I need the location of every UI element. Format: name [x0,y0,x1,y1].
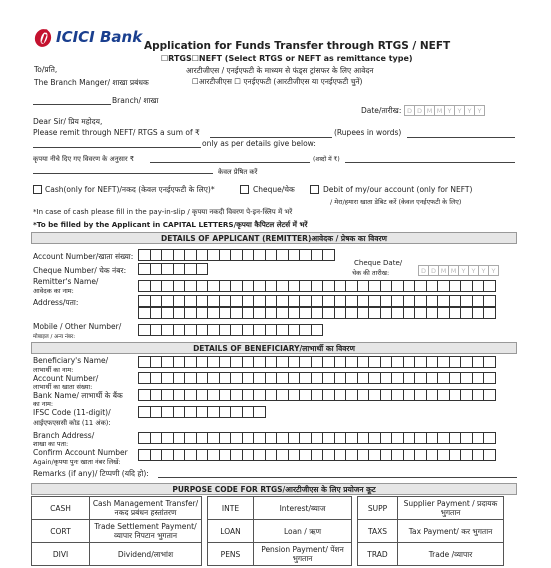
hindi-words-field[interactable] [345,162,515,163]
date-field[interactable]: D D M M Y Y Y Y [404,105,485,116]
cash-label: Cash(only for NEFT)/नकद (केवल एनईएफटी के लिए)* [45,185,215,194]
ifsc-label-hindi: आईएफएससी कोड (11 अंक): [33,419,111,427]
purpose-code[interactable]: INTE [208,497,254,520]
ifsc-cells[interactable] [138,406,266,418]
branch-address-cells[interactable] [138,432,496,444]
amount-words-field[interactable] [407,137,515,138]
cheque-date-label: Cheque Date/ [354,259,403,267]
purpose-code[interactable]: SUPP [358,497,398,520]
form-title-hindi: आरटीजीएस / एनईएफटी के माध्यम से फंड्स ट्रांसफर के लिए आवेदन [186,66,374,75]
cheque-date-field[interactable]: D D M M Y Y Y Y [418,265,499,276]
branch-address-hindi: शाखा का पता: [33,440,69,448]
purpose-code[interactable]: TRAD [358,543,398,566]
remit-amount-label: Please remit through NEFT/ RTGS a sum of ₹ [33,128,200,137]
remarks-field[interactable] [158,477,517,478]
beneficiary-account-cells[interactable] [138,372,496,384]
remitter-name-hindi: आवेदक का नाम: [33,287,74,295]
confirm-account-cells[interactable] [138,449,496,461]
remittance-type-hindi: ☐आरटीजीएस ☐ एनईएफटी (आरटीजीएस या एनईएफटी चुनें) [192,77,363,86]
purpose-code[interactable]: CASH [32,497,90,520]
bank-name-label: Bank Name/ लाभार्थी के बैंक [33,391,123,400]
purpose-desc: Supplier Payment / प्रदायक भुगतान [398,497,504,520]
purpose-desc: Trade /व्यापार [398,543,504,566]
cheque-number-label: Cheque Number/ चेक नंबर: [33,266,127,275]
mobile-cells[interactable] [138,324,323,336]
remitter-section-heading: DETAILS OF APPLICANT (REMITTER)आवेदक / प्रेषक का विवरण [31,232,517,244]
hindi-words-field-2[interactable] [33,173,213,174]
salutation: Dear Sir/ प्रिय महोदय, [33,117,103,126]
purpose-code-heading: PURPOSE CODE FOR RTGS/आरटीजीएस के लिए प्रयोजन कूट [31,483,517,495]
beneficiary-name-hindi: लाभार्थी का नाम: [33,366,74,374]
purpose-desc: Trade Settlement Payment/ व्यापार निपटान भुगतान [90,520,202,543]
remitter-address-label: Address/पता: [33,298,79,307]
beneficiary-name-label: Beneficiary's Name/ [33,356,109,365]
remitter-account-label: Account Number/खाता संख्या: [33,252,134,261]
table-row [32,543,504,566]
beneficiary-section-heading: DETAILS OF BENEFICIARY/लाभार्थी का विवरण [31,342,517,354]
confirm-account-label: Confirm Account Number [33,448,128,457]
bank-name-cells[interactable] [138,389,496,401]
mobile-label: Mobile / Other Number/ [33,322,122,331]
ifsc-label: IFSC Code (11-digit)/ [33,408,111,417]
beneficiary-name-cells[interactable] [138,356,496,368]
remitter-address-cells-row-1[interactable] [138,295,496,307]
bank-logo [33,26,143,48]
rupees-words-label: (Rupees in words) [334,128,402,137]
purpose-desc: Pension Payment/ पेंशन भुगतान [254,543,352,566]
remitter-name-cells-row[interactable] [138,280,496,292]
hindi-words-label: (शब्दों में ₹) [313,156,340,163]
debit-label: Debit of my/our account (only for NEFT) [323,185,473,194]
cheque-checkbox[interactable] [240,185,249,194]
amount-field[interactable] [210,137,332,138]
purpose-desc: Cash Management Transfer/ नकद प्रबंधन हस्तांतरण [90,497,202,520]
form-title: Application for Funds Transfer through RTGS / NEFT [144,40,451,52]
branch-label: Branch/ शाखा [112,96,159,105]
purpose-code[interactable]: LOAN [208,520,254,543]
cheque-date-hindi: चेक की तारीख: [352,269,390,277]
confirm-account-hindi: Again/कृपया पुनः खाता नंबर लिखें: [33,458,121,466]
purpose-code-table [31,496,504,566]
purpose-code[interactable]: CORT [32,520,90,543]
capital-letters-note: *To be filled by the Applicant in CAPITAL LETTERS/कृपया कैपिटल लेटर्स में भरें [33,220,308,229]
cash-note: *In case of cash please fill in the pay-in-slip / कृपया नकदी विवरण पे-इन-स्लिप में भरें [33,208,293,216]
only-hindi-label: केवल प्रेषित करें [218,168,258,176]
cheque-label: Cheque/चेक [253,185,295,194]
beneficiary-account-label: Account Number/ [33,374,99,383]
beneficiary-account-hindi: लाभार्थी का खाता संख्या: [33,383,93,391]
branch-name-line[interactable] [33,104,111,105]
debit-checkbox[interactable] [310,185,319,194]
details-below-label: only as per details give below: [202,139,316,148]
cheque-number-cells[interactable] [138,263,208,275]
purpose-desc: Loan / ऋण [254,520,352,543]
date-label: Date/तारीख: [361,106,402,115]
bank-name-hindi: का नाम: [33,400,54,408]
purpose-desc: Dividend/लाभांश [90,543,202,566]
branch-manager-label: The Branch Manger/ शाखा प्रबंधक [34,78,149,87]
remitter-address-cells-row-2[interactable] [138,307,496,319]
purpose-code[interactable]: TAXS [358,520,398,543]
logo-text: ICICI Bank [56,28,143,46]
purpose-code[interactable]: PENS [208,543,254,566]
mobile-label-hindi: मोबाइल / अन्य नंबर: [33,334,76,340]
branch-address-label: Branch Address/ [33,431,95,440]
hindi-amount-field[interactable] [150,162,310,163]
icici-logo-icon [33,26,55,48]
remarks-label: Remarks (if any)/ टिप्पणी (यदि हो): [33,469,149,478]
table-row [32,520,504,543]
hindi-amount-label: कृपया नीचे दिए गए विवरण के अनुसार ₹ [33,155,135,163]
table-row [32,497,504,520]
purpose-desc: Tax Payment/ कर भुगतान [398,520,504,543]
debit-label-hindi: / मेरा/हमारा खाता डेबिट करें (केवल एनईएफटी के लिए) [330,198,462,206]
remitter-account-cells[interactable] [138,249,335,261]
cash-checkbox[interactable] [33,185,42,194]
purpose-desc: Interest/ब्याज [254,497,352,520]
to-label: To/प्रति, [34,65,58,74]
purpose-code[interactable]: DIVI [32,543,90,566]
amount-words-field-2[interactable] [33,147,201,148]
remittance-type-line: ☐RTGS☐NEFT (Select RTGS or NEFT as remittance type) [161,54,413,63]
remitter-name-label: Remitter's Name/ [33,277,99,286]
